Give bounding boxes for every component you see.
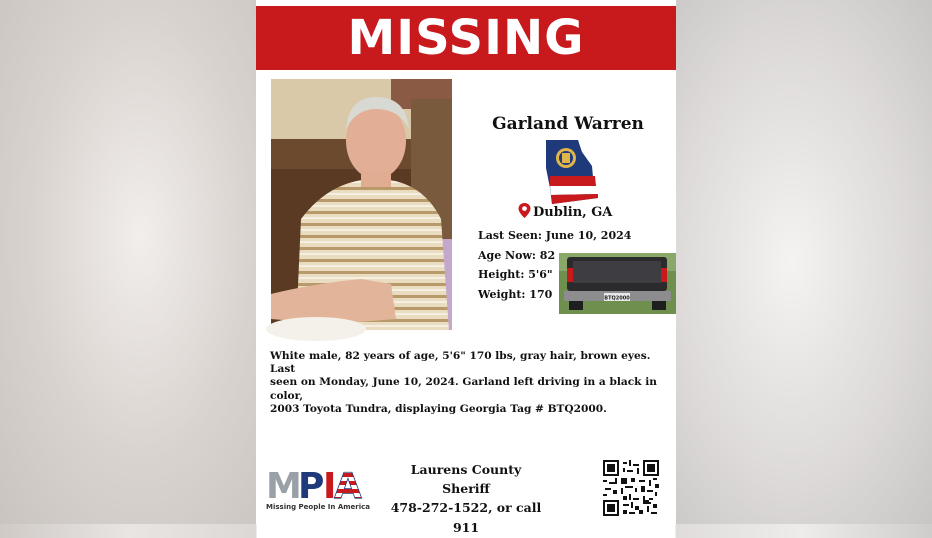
georgia-map-icon [542,138,602,208]
location-text: Dublin, GA [533,205,613,220]
svg-text:M: M [266,466,302,507]
contact-block [386,460,546,538]
contact-agency: Laurens County Sheriff [410,462,522,496]
vehicle-photo [559,253,676,314]
svg-text:P: P [298,466,325,507]
description [270,350,668,416]
contact-phone: 478-272-1522, or call 911 [390,500,542,535]
background-blur-left [0,0,256,524]
mpia-subtitle: Missing People In America [266,503,371,511]
map-pin-icon [518,203,531,222]
description-line-3: 2003 Toyota Tundra, displaying Georgia Tag # BTQ2000. [270,402,607,415]
description-line-1: White male, 82 years of age, 5'6" 170 lbs, gray hair, brown eyes. Last [270,350,651,376]
missing-poster [256,0,676,535]
description-line-2: seen on Monday, June 10, 2024. Garland left driving in a black in color, [270,376,657,402]
background-blur-right [676,0,932,524]
fact-last-seen: Last Seen: June 10, 2024 [478,229,632,242]
missing-banner: MISSING [256,6,676,70]
missing-person-photo [271,79,452,330]
fact-weight: Weight: 170 [478,287,553,301]
qr-code-icon[interactable] [603,460,659,516]
svg-text:A: A [334,466,362,507]
vehicle-tag-text: BTQ2000 [604,295,630,302]
location-line [518,203,612,222]
person-name: Garland Warren [492,114,644,134]
svg-text:I: I [323,466,337,507]
fact-height: Height: 5'6" [478,268,553,281]
fact-age: Age Now: 82 [478,248,556,262]
